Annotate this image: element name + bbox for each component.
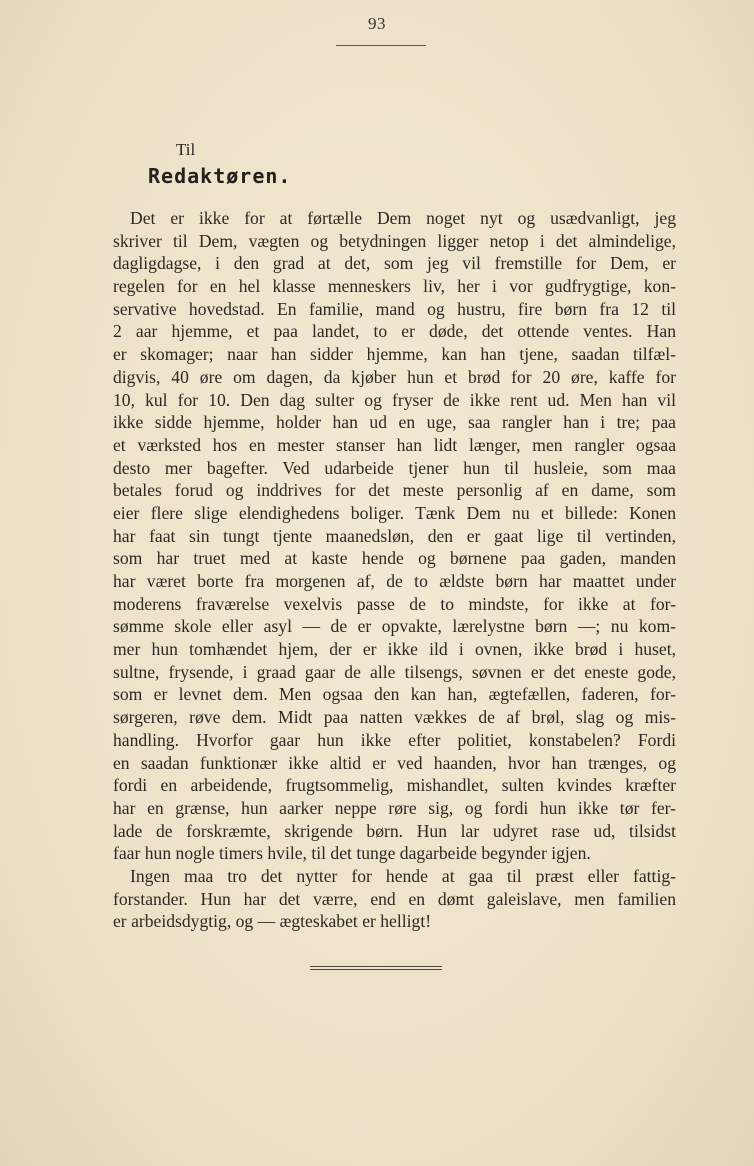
text-line: som er levnet dem. Men ogsaa den kan han, ægtefællen, faderen, for-: [113, 684, 676, 705]
text-line: Ingen maa tro det nytter for hende at gaa til præst eller fattig-: [130, 865, 676, 886]
text-line: desto mer bagefter. Ved udarbeide tjener hun til husleie, som maa: [113, 457, 676, 478]
text-line: forstander. Hun har det værre, end en dømt galeislave, men familien: [113, 888, 676, 909]
text-line: sømme skole eller asyl — de er opvakte, lærelystne børn —; nu kom-: [113, 616, 676, 637]
text-line: som har truet med at kaste hende og børnene paa gaden, manden: [113, 548, 676, 569]
text-line: sørgeren, røve dem. Midt paa natten vækkes de af brøl, slag og mis-: [113, 707, 676, 728]
text-line: moderens fraværelse vexelvis passe de to mindste, for ikke at for-: [113, 593, 676, 614]
text-line: lade de forskræmte, skrigende børn. Hun lar udyret rase ud, tilsidst: [113, 820, 676, 841]
text-line: skriver til Dem, vægten og betydningen ligger netop i det almindelige,: [113, 230, 676, 251]
text-line: er arbeidsdygtig, og — ægteskabet er helligt!: [113, 911, 432, 932]
paragraph: [113, 865, 676, 933]
text-line: er skomager; naar han sidder hjemme, kan han tjene, saadan tilfæl-: [113, 344, 676, 365]
text-line: sultne, frysende, i graad gaar de alle tilsengs, søvnen er det eneste gode,: [113, 661, 676, 682]
page-number-rule: [336, 45, 426, 46]
text-line: mer hun tomhændet hjem, der er ikke ild i ovnen, ikke brød i huset,: [113, 639, 676, 660]
text-line: dagligdagse, i den grad at det, som jeg vil fremstille for Dem, er: [113, 253, 676, 274]
text-line: faar hun nogle timers hvile, til det tunge dagarbeide begynder igjen.: [113, 843, 591, 864]
text-line: et værksted hos en mester stanser han lidt længer, men rangler ogsaa: [113, 434, 676, 455]
text-line: 10, kul for 10. Den dag sulter og fryser de ikke rent ud. Men han vil: [113, 389, 676, 410]
letter-body: [113, 207, 676, 933]
text-line: handling. Hvorfor gaar hun ikke efter politiet, konstabelen? Fordi: [113, 729, 676, 750]
salutation: Til: [176, 140, 196, 159]
text-line: digvis, 40 øre om dagen, da kjøber hun et brød for 20 øre, kaffe for: [113, 366, 676, 387]
text-line: ikke sidde hjemme, holder han ud en uge, saa rangler han i tre; paa: [113, 412, 676, 433]
paragraph: [113, 207, 676, 865]
end-rule-top: [310, 966, 442, 967]
text-line: Det er ikke for at førtælle Dem noget nyt og usædvanligt, jeg: [130, 208, 676, 228]
text-line: har en grænse, hun aarker neppe røre sig, og fordi hun ikke tør fer-: [113, 797, 676, 818]
page-number: 93: [368, 14, 386, 33]
text-line: servative hovedstad. En familie, mand og hustru, fire børn fra 12 til: [113, 298, 676, 319]
text-line: regelen for en hel klasse menneskers liv, her i vor gudfrygtige, kon-: [113, 276, 676, 297]
text-line: har været borte fra morgenen af, de to ældste børn har maattet under: [113, 571, 676, 591]
text-line: 2 aar hjemme, et paa landet, to er døde, det ottende ventes. Han: [113, 321, 676, 342]
addressee-heading: Redaktøren.: [148, 164, 292, 188]
text-line: fordi en arbeidende, frugtsommelig, mishandlet, sulten kvindes kræfter: [113, 775, 676, 796]
end-rule-bottom: [310, 969, 442, 970]
text-line: har faat sin tungt tjente maanedsløn, den er gaat lige til vertinden,: [113, 525, 676, 546]
text-line: betales forud og inddrives for det meste personlig af en dame, som: [113, 480, 676, 501]
text-line: eier flere slige elendighedens boliger. Tænk Dem nu et billede: Konen: [113, 502, 676, 523]
text-line: en saadan funktionær ikke altid er ved haanden, hvor han trænges, og: [113, 752, 676, 773]
